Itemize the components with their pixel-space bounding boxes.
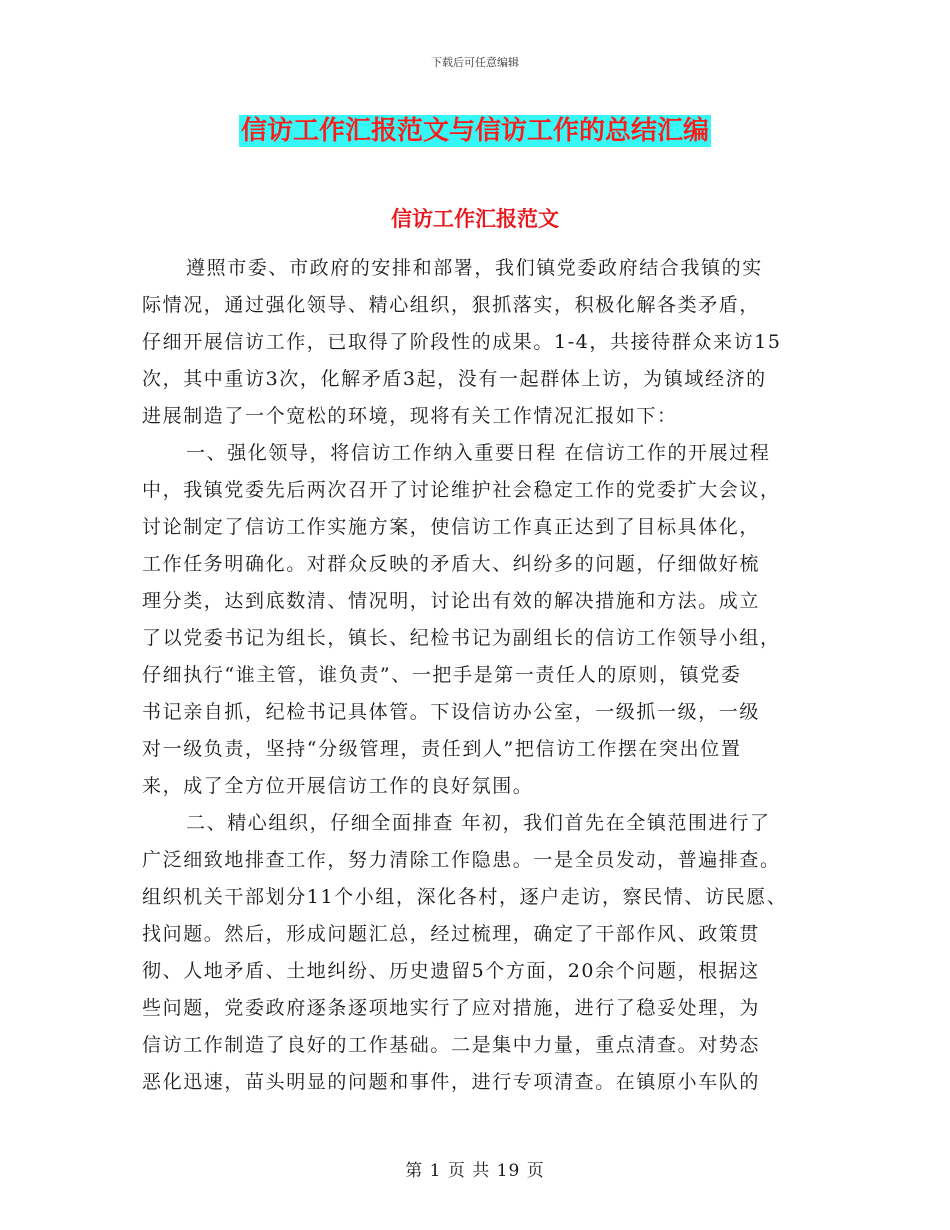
body-line: 进展制造了一个宽松的环境，现将有关工作情况汇报如下：	[142, 405, 678, 427]
body-line: 中，我镇党委先后两次召开了讨论维护社会稳定工作的党委扩大会议，	[142, 479, 781, 501]
body-line: 恶化迅速，苗头明显的问题和事件，进行专项清查。在镇原小车队的	[142, 1071, 761, 1093]
document-title	[0, 110, 950, 147]
body-line: 彻、人地矛盾、土地纠纷、历史遗留5个方面，20余个问题，根据这	[142, 960, 760, 982]
body-line: 书记亲自抓，纪检书记具体管。下设信访办公室，一级抓一级，一级	[142, 701, 761, 723]
document-title-text: 信访工作汇报范文与信访工作的总结汇编	[240, 116, 709, 146]
body-line: 找问题。然后，形成问题汇总，经过梳理，确定了干部作风、政策贯	[142, 923, 761, 945]
body-line: 对一级负责，坚持“分级管理，责任到人”把信访工作摆在突出位置	[142, 738, 742, 760]
body-line: 仔细执行“谁主管，谁负责”、一把手是第一责任人的原则，镇党委	[142, 664, 742, 686]
body-line: 二、精心组织，仔细全面排查 年初，我们首先在全镇范围进行了	[186, 812, 771, 834]
body-line: 讨论制定了信访工作实施方案，使信访工作真正达到了目标具体化，	[142, 516, 761, 538]
header-note: 下载后可任意编辑	[431, 56, 519, 69]
body-line: 些问题，党委政府逐条逐项地实行了应对措施，进行了稳妥处理，为	[142, 997, 761, 1019]
body-line: 理分类，达到底数清、情况明，讨论出有效的解决措施和方法。成立	[142, 590, 761, 612]
body-line: 广泛细致地排查工作，努力清除工作隐患。一是全员发动，普遍排查。	[142, 849, 781, 871]
body-line: 次，其中重访3次，化解矛盾3起，没有一起群体上访，为镇域经济的	[142, 368, 767, 390]
body-line: 仔细开展信访工作，已取得了阶段性的成果。1-4，共接待群众来访15	[142, 331, 782, 353]
page-footer: 第 1 页 共 19 页	[405, 1161, 545, 1181]
body-line: 信访工作制造了良好的工作基础。二是集中力量，重点清查。对势态	[142, 1034, 761, 1056]
body-text	[142, 250, 822, 1101]
body-line: 际情况，通过强化领导、精心组织，狠抓落实，积极化解各类矛盾，	[142, 294, 761, 316]
section-title: 信访工作汇报范文	[391, 207, 559, 231]
body-line: 来，成了全方位开展信访工作的良好氛围。	[142, 775, 534, 797]
body-line: 组织机关干部划分11个小组，深化各村，逐户走访，察民情、访民愿、	[142, 886, 788, 908]
body-line: 了以党委书记为组长，镇长、纪检书记为副组长的信访工作领导小组，	[142, 627, 781, 649]
body-line: 一、强化领导，将信访工作纳入重要日程 在信访工作的开展过程	[186, 442, 771, 464]
body-line: 工作任务明确化。对群众反映的矛盾大、纠纷多的问题，仔细做好梳	[142, 553, 761, 575]
body-line: 遵照市委、市政府的安排和部署，我们镇党委政府结合我镇的实	[186, 257, 763, 279]
